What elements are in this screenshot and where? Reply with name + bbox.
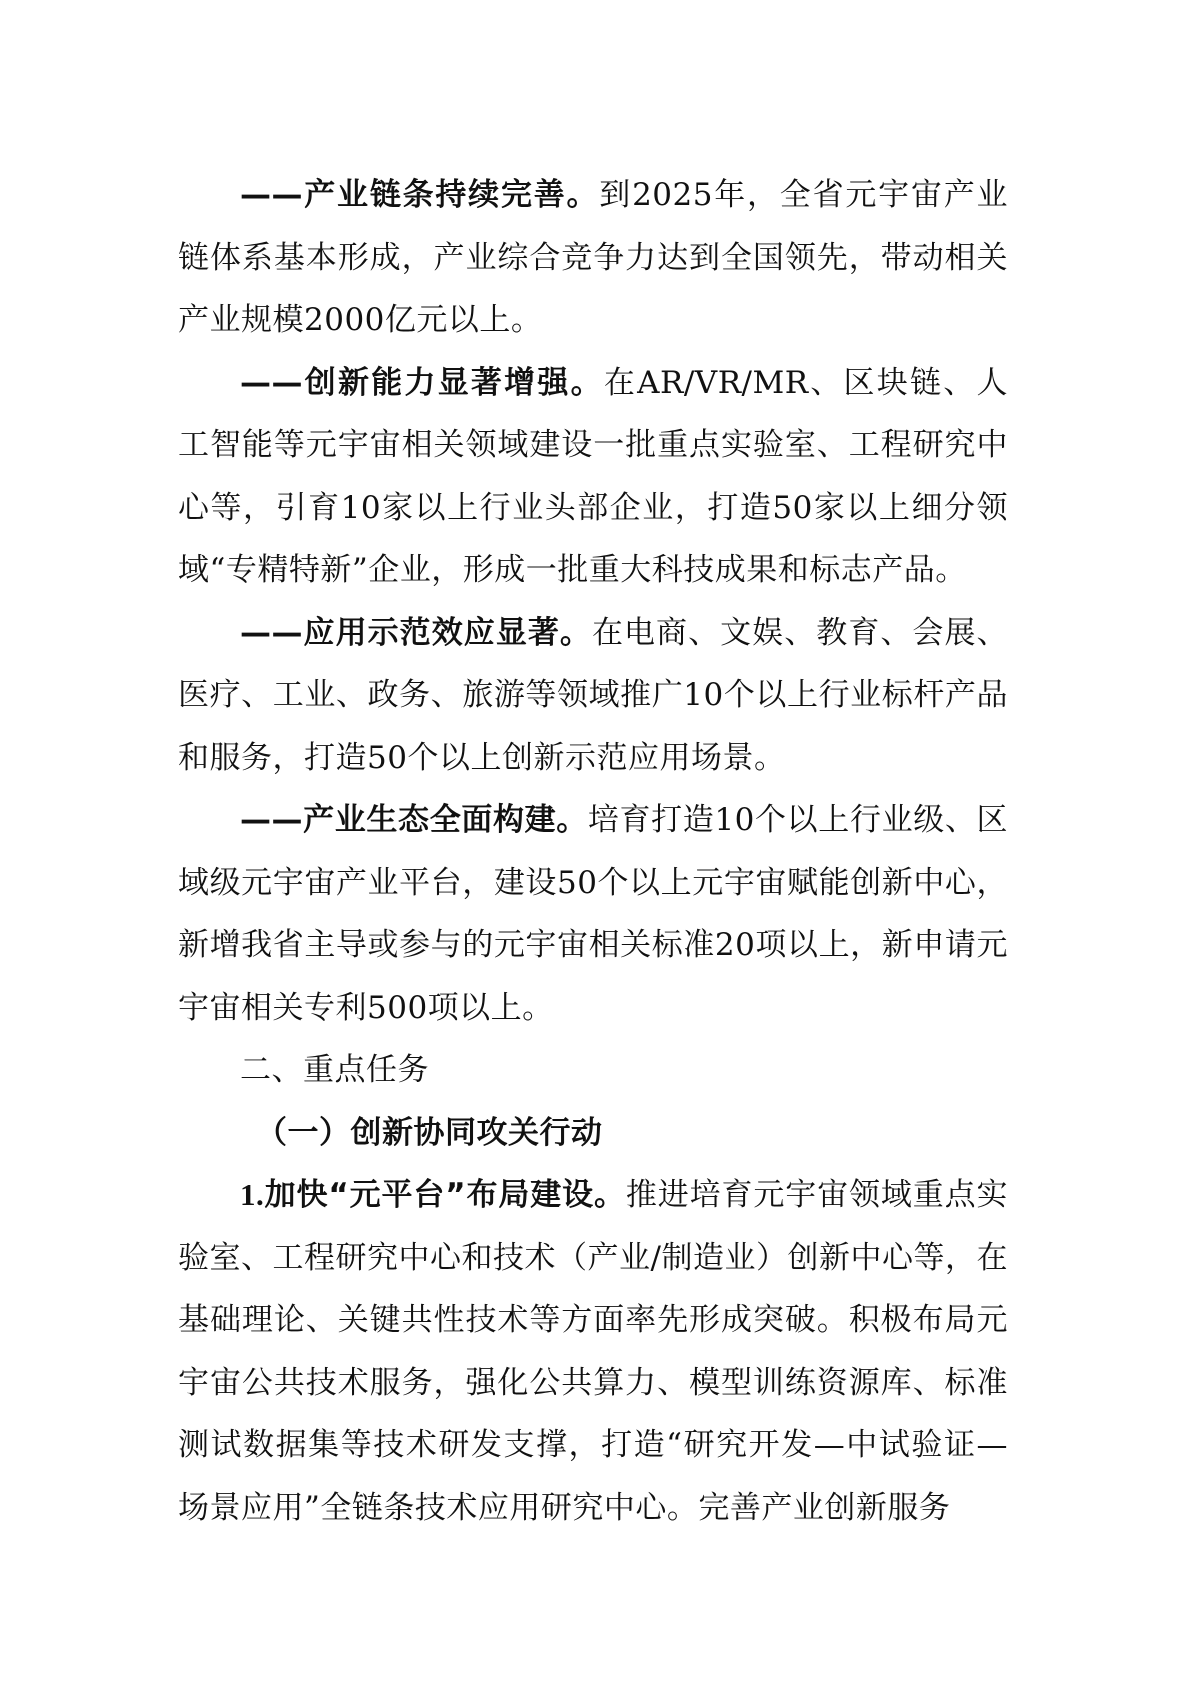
task-number: 1. [240,1177,265,1212]
paragraph-lead: ——产业链条持续完善。 [240,177,600,213]
paragraph-body: 在AR/VR/MR、区块链、人工智能等元宇宙相关领域建设一批重点实验室、工程研究中心等，引育10家以上行业头部企业，打造50家以上细分领域“专精特新”企业，形成一批重大科技成果和标志产品。 [178,364,1008,588]
paragraph-body: 在电商、文娱、教育、会展、医疗、工业、政务、旅游等领域推广10个以上行业标杆产品和服务，打造50个以上创新示范应用场景。 [178,614,1009,776]
paragraph-lead: ——产业生态全面构建。 [240,802,588,838]
section-heading: 二、重点任务 [240,1052,429,1088]
paragraph-industry-ecosystem [178,789,1008,1039]
task-lead: 加快“元平台”布局建设。 [264,1177,626,1213]
paragraph-innovation-capacity [178,352,1008,602]
paragraph-lead: ——应用示范效应显著。 [240,614,592,651]
document-page [178,164,1008,1539]
paragraph-body: 到2025年，全省元宇宙产业链体系基本形成，产业综合竞争力达到全国领先，带动相关产业规模2000亿元以上。 [178,177,1008,338]
paragraph-lead: ——创新能力显著增强。 [240,364,604,401]
paragraph-application-demo [178,602,1008,790]
paragraph-body: 培育打造10个以上行业级、区域级元宇宙产业平台，建设50个以上元宇宙赋能创新中心，新增我省主导或参与的元宇宙相关标准20项以上，新申请元宇宙相关专利500项以上。 [178,802,1008,1026]
paragraph-industry-chain [178,164,1008,352]
subsection-heading: （一）创新协同攻关行动 [256,1114,603,1151]
task-body: 推进培育元宇宙领域重点实验室、工程研究中心和技术（产业/制造业）创新中心等，在基础理论、关键共性技术等方面率先形成突破。积极布局元宇宙公共技术服务，强化公共算力、模型训练资源库、标准测试数据集等技术研发支撑，打造“研究开发—中试验证—场景应用”全链条技术应用研究中心。完善产业创新服务 [178,1177,1008,1526]
task-paragraph [178,1164,1008,1539]
